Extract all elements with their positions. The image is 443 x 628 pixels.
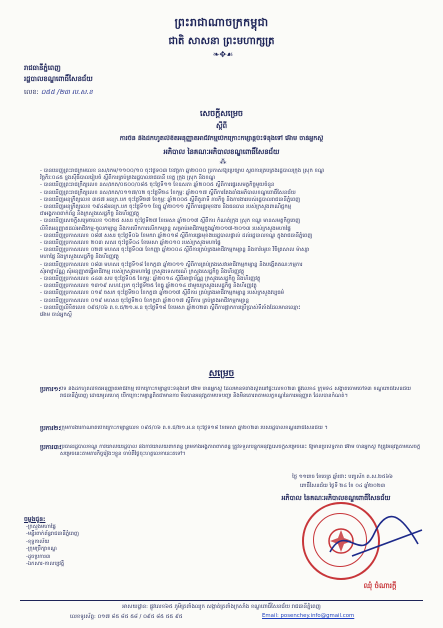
doc-subject: ការចិន និងដកហូតលិខិតអនុញ្ញាតអាជីវកម្មបើកក្រោះកម្សាន្តប៉ះទីនុងទៅ អ៊ោម ចាន់អ្នកស្ថិ bbox=[119, 135, 324, 142]
lunar-date: ថ្ងៃ ១១រោច ខែចេត្រ ឆ្នាំថោះ បញ្ចស័ក ព.ស.២៥៦៦ bbox=[292, 474, 393, 480]
footer-address: អាសយដ្ឋាន: ផ្លូវលេខ៦៥ ភូមិត្រពាំងឈូក សង្កាត់ត្រពាំងក្រសាំង ខណ្ឌពោធិ៍សែនជ័យ រាជធានីភ្នំពេញ bbox=[122, 604, 321, 610]
consideration-item: - បានឃើញប្រកាសលេខ ០១៩ ចសក ចុះថ្ងៃទី២០ ខែកក្កដា ឆ្នាំ២០១៧ ស្តីពីការ គ្រប់គ្រងអាជីវកម្មកម្សាន្ត របស់ក្រសួងវប្បធម៌ bbox=[40, 290, 285, 297]
recipient-item: -ក្រុមប្រឹក្សាខណ្ឌ bbox=[26, 546, 57, 553]
consideration-item: - បានឃើញអនុក្រឹត្យលេខ ១៩៤៨អនក្រ.បក ចុះថ្ងៃទី១១ ខែធ្នូ ឆ្នាំ២០១១ ស្តីពីការផ្ទេរមុខងារ និងធនធាន របស់ក្រសួងពាណិជ្ជកម្ម bbox=[40, 204, 292, 211]
consideration-item: - បានឃើញអនុក្រឹត្យលេខ ៣៥៧ អនក្រ.បក ចុះថ្ងៃទី២៧ ខែកុម្ភៈ ឆ្នាំ២០០៥ ស្តីពីតួនាទី ភារកិច្ច និងការងាររបស់រដ្ឋបាលរាជធានីភ្នំពេញ bbox=[40, 196, 301, 203]
consideration-item: - បានឃើញសេចក្តីសម្រេចលេខ ១០២៥ សសរ ចុះថ្ងៃទី២៧ ខែមេសា ឆ្នាំ២០១៧ ស្តីពីការ កំណត់ក្រុង ស្រុក ខណ្ឌ មានសមត្ថកិច្ចចេញ bbox=[40, 218, 301, 225]
signer-title: អភិបាល នៃគណៈអភិបាលខណ្ឌពោធិ៍សែនជ័យ bbox=[281, 494, 391, 502]
signer-name: ឈុំ ចំណារក្តី bbox=[363, 582, 397, 590]
consideration-item: - បានឃើញប្រកាសលេខ ០៨៧ សសរ ចុះថ្ងៃទី០៦ ខែមករា ឆ្នាំ២០១៨ ស្តីពីការផ្ទេរមុខងាររដ្ឋបាលផ្ទាល់ ដល់រដ្ឋបាលខណ្ឌ ក្នុងរាជធានីភ្នំពេញ bbox=[40, 232, 313, 239]
article-3-text: ប្រធានរដ្ឋបាលខណ្ឌ ការិយាល័យរដ្ឋបាល និងការិយាល័យពាក់ព័ន្ធ ព្រមទាំងអង្គភាពពាក់ព័ន្ធ ត្រូវទទួលបន្ទុកអនុវត្តសេចក្តីសម្រេចនេះ ឱ្យមានប្រសិទ្ធភាព អ៊ោម ចាន់អ្នកស្ថិ ក៏ត្រូវអនុវត្តតាមសេចក្តីសម្រេចនេះតាមភារកិច្ចរៀងៗខ្លួន ចាប់ពីថ្ងៃចុះហត្ថលេខានេះតទៅ។ bbox=[60, 444, 421, 458]
number-value: ០៥៥ /២៣ ល.ស.ខ bbox=[40, 88, 93, 96]
footer-email-link[interactable]: Email: posenchey.info@gmail.com bbox=[262, 613, 355, 619]
org-line2: រដ្ឋបាលខណ្ឌពោធិ៍សែនជ័យ bbox=[24, 75, 93, 83]
recipient-item: -ខុទ្ទកាល័យ bbox=[26, 538, 50, 545]
recipient-item: -មន្ទីរពាក់ព័ន្ធរាជធានីភ្នំពេញ bbox=[26, 531, 79, 538]
consideration-item: - បានឃើញលិខិតលេខ ០៩៥/០៦ ព.ខ.ជ/២១.អ.ន ចុះថ្ងៃទី១៨ ខែមេសា ឆ្នាំ២០២៣ ស្តីពីការផ្អាកការប្រើប្រាស់ទីតាំងដែលមានឈ្មោះ bbox=[40, 304, 301, 311]
consideration-item: - បានឃើញព្រះរាជក្រឹត្យលេខ នស/រកត/០៥០០/០៨៥ ចុះថ្ងៃទី១១ ខែឧសភា ឆ្នាំ២០០៥ ស្តីពីការផ្ទេរសមត្ថកិច្ចមួយចំនួន bbox=[40, 182, 275, 189]
consideration-item: មហាផ្ទៃ និងក្រសួងសេដ្ឋកិច្ច និងហិរញ្ញវត្ថុ bbox=[40, 254, 119, 261]
consideration-item: - បានឃើញប្រកាសលេខ ០៨៣ មហសរ ចុះថ្ងៃទី១៨ ខែកក្កដា ឆ្នាំ២០១១ ស្តីពីការគ្រប់គ្រងសេវាអាជីវកម្មកម្សាន្ត និងបង្កើតគណៈកម្មការ bbox=[40, 261, 303, 268]
consideration-item: - បានឃើញប្រកាសលេខ ២០៣ សសរ ចុះថ្ងៃទី០៤ ខែមេសា ឆ្នាំ២០១០ របស់ក្រសួងមហាផ្ទៃ bbox=[40, 240, 221, 247]
recipient-item: -ឯកសារ-កាលប្បវត្តិ bbox=[26, 561, 65, 568]
article-1-label: ប្រការ១: bbox=[40, 386, 61, 393]
recipients-heading: ចម្លងជូន: bbox=[24, 516, 46, 523]
article-1-text: បិទ និងដកហូតលិខិតអនុញ្ញាតអាជីវកម្ម បើកក្រោះកម្សាន្តប៉ះទីនុងទៅ អ៊ោម ចាន់អ្នកស្ថិ ដែលមានទីតាំងស្ថិតនៅផ្ទះលេខ០២៣ ផ្លូវលេខ៤ ក្រុមទី៤ សង្កាត់ចោមចៅទី៣ ខណ្ឌពោធិ៍សែនជ័យ រាជធានីភ្នំពេញ ដោយមូលហេតុ បើកក្រោះកម្សាន្តពិតជាមានការ មិនបានអនុវត្តតាមបទបញ្ជា និងមិនគោរពតាមលក្ខខណ្ឌនៃការអនុញ្ញាត ដែលបានកំណត់។ bbox=[60, 386, 411, 400]
article-2-label: ប្រការ២: bbox=[40, 425, 61, 432]
consideration-item: លិខិតអនុញ្ញាតដល់អាជីវកម្ម-ចូលកម្សាន្ត និងការបើកការលើកកម្សាន្ត សម្រាប់អាជីវកម្មក្នុងឆ្នាំ២០១៧-២០១៣ របស់ក្រសួងមហាផ្ទៃ bbox=[40, 225, 291, 232]
title-ornament: ⁂ bbox=[219, 158, 227, 166]
consideration-item: - បានឃើញប្រកាសលេខ ៤៤៣ សប ចុះថ្ងៃទី០៥ ខែកុម្ភៈ ឆ្នាំ២០១៤ ស្តីពីអាជ្ញាប័ណ្ណ ក្រសួងសេដ្ឋកិច្ច និងហិរញ្ញវត្ថុ bbox=[40, 276, 261, 283]
consideration-item: - បានឃើញព្រះរាជក្រមលេខ នស/រកម/១១០០/១០ ចុះថ្ងៃទី០៣ ខែវិច្ឆិកា ឆ្នាំ២០០០ ប្រកាសឱ្យប្រើច្បាប់ ស្តីពីការគ្រប់គ្រងរដ្ឋបាលក្រុង ស្រុក ខណ្ឌ bbox=[40, 168, 325, 174]
issuer-title: អភិបាល នៃគណៈអភិបាលខណ្ឌពោធិ៍សែនជ័យ bbox=[163, 148, 280, 156]
reference-number bbox=[24, 88, 93, 98]
considerations-list bbox=[40, 168, 430, 362]
doc-title: សេចក្តីសម្រេច bbox=[199, 109, 243, 118]
solar-date: ពោធិ៍សែនជ័យ ថ្ងៃទី ២៤ ខែ ០៤ ឆ្នាំ២០២៣ bbox=[299, 483, 386, 489]
footer-divider bbox=[20, 600, 423, 601]
signature-mark bbox=[322, 510, 432, 570]
recipient-item: -ដូចប្រការ៣ bbox=[26, 553, 51, 560]
article-2-text: ក្រុមការងារកាំណាត់បើកក្រោះកម្សាន្តលេខ ០៩៥/០៦ ព.ខ.ជ/២១.អ.ន ចុះថ្ងៃទី១៨ ខែមេសា ឆ្នាំ២០២៣ របស់រដ្ឋបាលខណ្ឌពោធិ៍សែនជ័យ ។ bbox=[60, 425, 328, 431]
motto-ornament: ❧✥☙ bbox=[212, 50, 234, 59]
footer-phone: លេខទូរស័ព្ទ: ០១៧ ៨៥ ៨៥ ៥៨ / ០៩៥ ៨៥ ៥៥ ៩៥ bbox=[70, 614, 183, 620]
recipients-list bbox=[26, 524, 146, 568]
consideration-item: ជាអង្គភាពពាក់ព័ន្ធ និងក្រសួងសេដ្ឋកិច្ច និងហិរញ្ញវត្ថុ bbox=[40, 211, 140, 218]
number-label: លេខ: bbox=[24, 88, 41, 96]
recipient-item: -ក្រសួងមហាផ្ទៃ bbox=[26, 524, 56, 530]
org-line1: រាជធានីភ្នំពេញ bbox=[24, 64, 61, 72]
consideration-item: សុំអាជ្ញាប័ណ្ណ សុំអនុញ្ញាតធ្វើអាជីវកម្ម របស់ក្រសួងមហាផ្ទៃ ក្រសួងទេសចរណ៍ ក្រសួងសេដ្ឋកិច្ច និងហិរញ្ញវត្ថុ bbox=[40, 268, 245, 275]
article-3-label: ប្រការ៣: bbox=[40, 444, 62, 451]
consideration-item: - បានឃើញព្រះរាជក្រឹត្យលេខ នស/រកត/០១១៧/០២ ចុះថ្ងៃទី២៤ ខែកុម្ភៈ ឆ្នាំ២០១៧ ស្តីពីការតែងតាំងអភិបាលខណ្ឌពោធិ៍សែនជ័យ bbox=[40, 189, 296, 196]
consideration-item: - បានឃើញប្រកាសលេខ ០១៩ មហសរ ចុះថ្ងៃទី២០ ខែកក្កដា ឆ្នាំ២០១៧ ស្តីពីការ គ្រប់គ្រងអាជីវកម្មកម្សាន្ត bbox=[40, 297, 249, 304]
consideration-item: វិច្ឆកិរៈ០៤៥ ខ្នងស៊ីធីបាលរៀបចំ ស្តីពីការគ្រប់គ្រងរដ្ឋបាលរាជធានី ខេត្ត ក្រុង ស្រុក និងខណ្ឌ bbox=[40, 175, 216, 182]
consideration-item: អ៊ោម ចាន់អ្នកស្ថិ bbox=[40, 312, 72, 319]
consideration-item: - បានឃើញប្រកាសលេខ ០២៧ មហសរ ចុះថ្ងៃទី០៣ ខែកញ្ញា ឆ្នាំ២០០៤ ស្តីពីការគ្រប់គ្រងអាជីវកម្មកម្សាន្ត និងខារ៉ាអូខេ វិចិត្រសាល ម៉ាស្សា bbox=[40, 247, 310, 254]
motto-heading: ជាតិ សាសនា ព្រះមហាក្សត្រ bbox=[168, 36, 275, 47]
consideration-item: - បានឃើញប្រកាសលេខ ១៣១៩ សហវ.ប្រក ចុះថ្ងៃទី២៥ ខែធ្នូ ឆ្នាំ២០១៤ ជាមួយក្រសួងសេដ្ឋកិច្ច និងហិរញ្ញវត្ថុ bbox=[40, 283, 257, 290]
kingdom-heading: ព្រះរាជាណាចក្រកម្ពុជា bbox=[174, 16, 269, 29]
decision-heading: សម្រេច bbox=[208, 369, 235, 379]
doc-subject-label: ស្តីពី bbox=[215, 122, 228, 130]
